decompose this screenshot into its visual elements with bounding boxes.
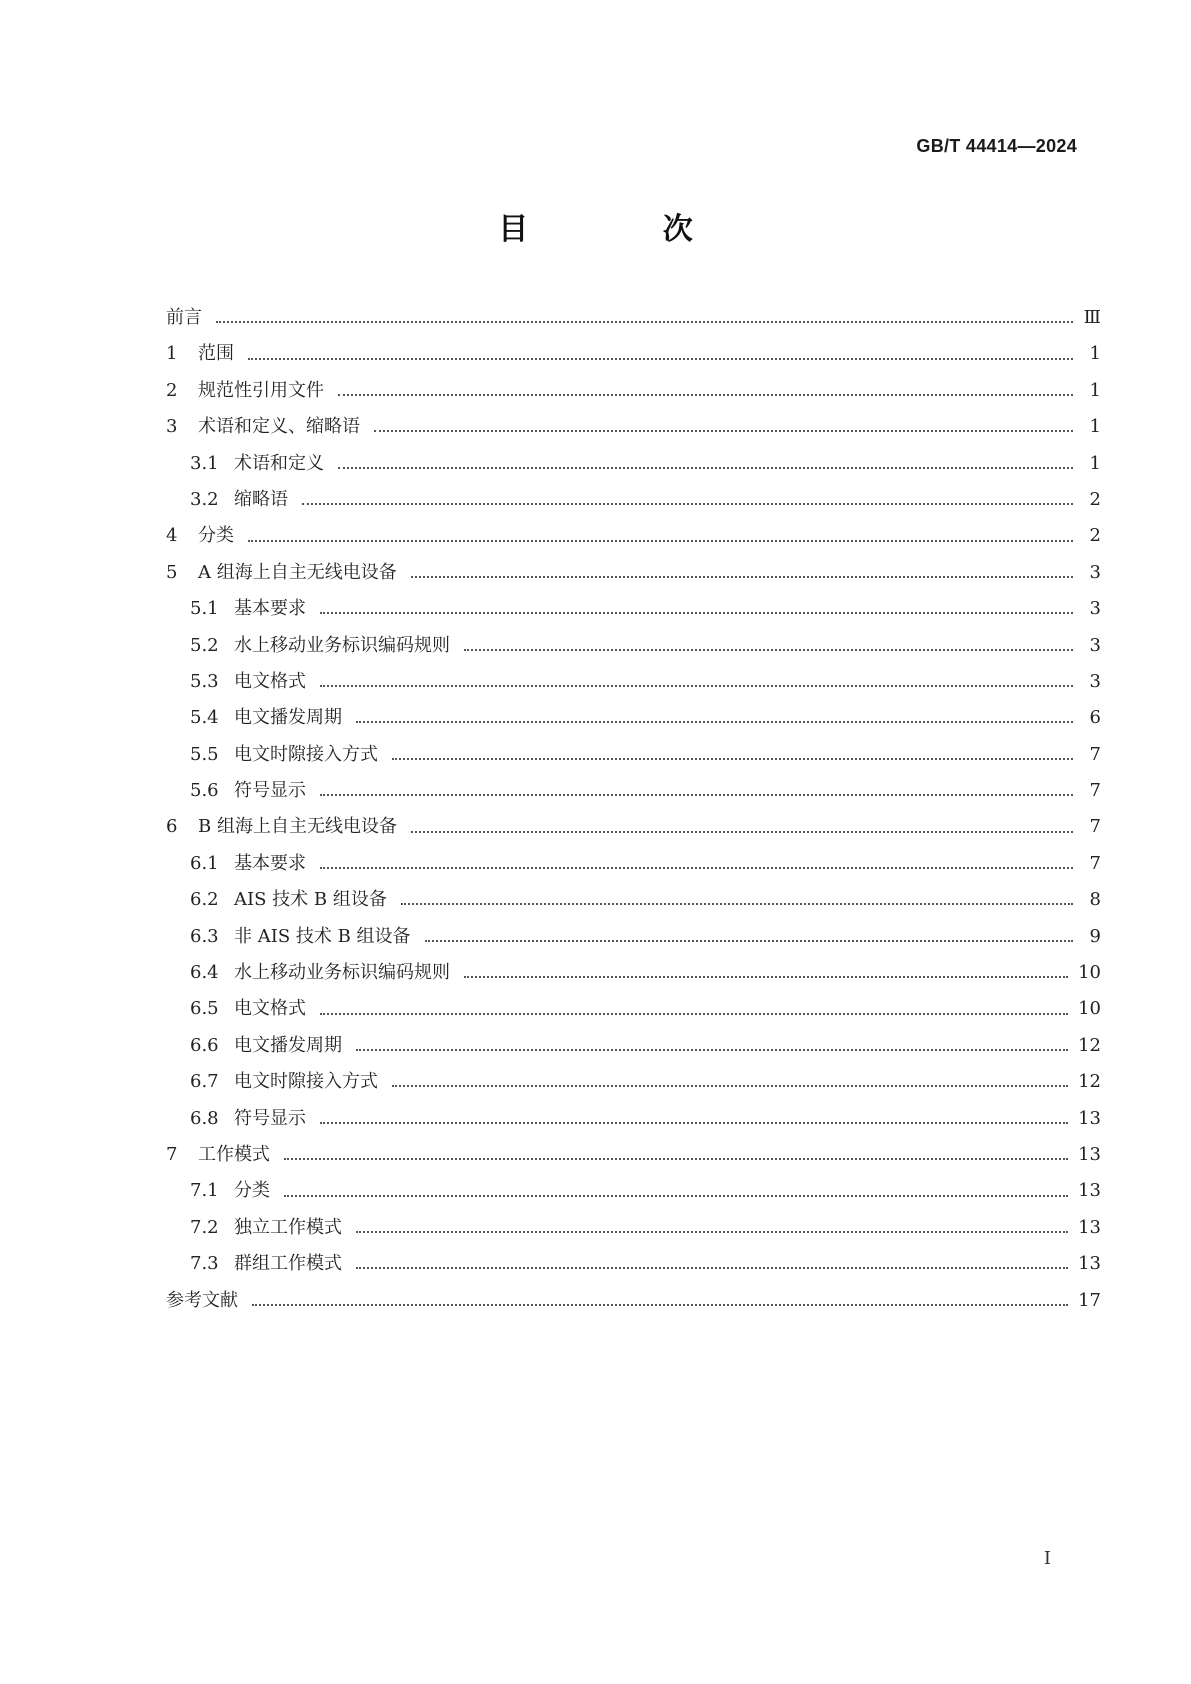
toc-entry-number: 2 — [166, 379, 178, 401]
toc-entry[interactable] — [166, 336, 1101, 372]
toc-entry-page: 3 — [1089, 634, 1101, 656]
toc-entry-title: 电文格式 — [234, 998, 306, 1020]
toc-entry-number: 5.3 — [190, 670, 219, 692]
page-number: Ⅰ — [1043, 1548, 1051, 1569]
table-of-contents — [166, 300, 1101, 1319]
toc-entry-number: 5.5 — [190, 743, 219, 765]
toc-leader-dots — [411, 831, 1073, 833]
toc-entry-page: 10 — [1078, 962, 1101, 984]
toc-leader-dots — [464, 976, 1068, 978]
toc-entry[interactable] — [166, 1137, 1101, 1173]
toc-entry-page: 12 — [1078, 1034, 1101, 1056]
toc-entry[interactable] — [166, 1028, 1101, 1064]
toc-leader-dots — [338, 467, 1073, 469]
toc-entry-page: 6 — [1089, 707, 1101, 729]
toc-entry-title: 基本要求 — [234, 852, 306, 874]
toc-entry-page: 13 — [1078, 1180, 1101, 1202]
toc-entry-page: 8 — [1089, 889, 1101, 911]
toc-entry-number: 6.3 — [190, 925, 219, 947]
toc-entry[interactable] — [166, 1064, 1101, 1100]
toc-entry-title: 电文格式 — [234, 670, 306, 692]
toc-entry-title: 范围 — [198, 343, 234, 365]
toc-entry-number: 6.2 — [190, 889, 219, 911]
toc-entry[interactable] — [166, 1283, 1101, 1319]
toc-leader-dots — [320, 685, 1073, 687]
toc-entry[interactable] — [166, 664, 1101, 700]
toc-entry-title: 水上移动业务标识编码规则 — [234, 634, 450, 656]
toc-entry-number: 4 — [166, 525, 178, 547]
toc-entry-title: 工作模式 — [198, 1143, 270, 1165]
toc-entry-page: 1 — [1089, 416, 1101, 438]
toc-entry-page: 3 — [1089, 598, 1101, 620]
toc-leader-dots — [320, 612, 1073, 614]
toc-entry[interactable] — [166, 882, 1101, 918]
toc-entry-page: 3 — [1089, 670, 1101, 692]
toc-entry[interactable] — [166, 373, 1101, 409]
toc-entry-number: 6.5 — [190, 998, 219, 1020]
toc-leader-dots — [248, 358, 1073, 360]
toc-leader-dots — [284, 1158, 1068, 1160]
toc-entry[interactable] — [166, 1246, 1101, 1282]
toc-entry-title: 电文播发周期 — [234, 707, 342, 729]
toc-entry-number: 7.2 — [190, 1216, 219, 1238]
toc-leader-dots — [374, 430, 1073, 432]
toc-entry-page: 10 — [1078, 998, 1101, 1020]
toc-entry-page: 7 — [1089, 816, 1101, 838]
toc-entry-number: 5.4 — [190, 707, 219, 729]
toc-leader-dots — [338, 394, 1073, 396]
toc-entry-title: 基本要求 — [234, 598, 306, 620]
toc-entry-page: 13 — [1078, 1143, 1101, 1165]
toc-entry-number: 5 — [166, 561, 178, 583]
toc-entry-page: 1 — [1089, 379, 1101, 401]
toc-entry[interactable] — [166, 991, 1101, 1027]
toc-leader-dots — [356, 1231, 1068, 1233]
toc-entry-page: 13 — [1078, 1107, 1101, 1129]
toc-entry-page: 7 — [1089, 743, 1101, 765]
toc-entry-title: 电文时隙接入方式 — [234, 1071, 378, 1093]
toc-leader-dots — [392, 1085, 1068, 1087]
toc-leader-dots — [216, 321, 1073, 323]
toc-leader-dots — [356, 721, 1073, 723]
toc-entry-title: A 组海上自主无线电设备 — [198, 561, 397, 583]
toc-entry-title: 非 AIS 技术 B 组设备 — [234, 925, 411, 947]
toc-entry-page: 9 — [1089, 925, 1101, 947]
toc-leader-dots — [320, 867, 1073, 869]
toc-entry[interactable] — [166, 737, 1101, 773]
toc-entry-title: AIS 技术 B 组设备 — [234, 889, 387, 911]
toc-entry-page: 13 — [1078, 1253, 1101, 1275]
toc-entry-title: 分类 — [234, 1180, 270, 1202]
toc-entry[interactable] — [166, 919, 1101, 955]
toc-entry[interactable] — [166, 300, 1101, 336]
toc-entry-title: 规范性引用文件 — [198, 379, 324, 401]
toc-entry[interactable] — [166, 628, 1101, 664]
toc-entry-number: 6 — [166, 816, 178, 838]
toc-entry-number: 5.1 — [190, 598, 219, 620]
toc-entry-title: 分类 — [198, 525, 234, 547]
toc-entry[interactable] — [166, 446, 1101, 482]
toc-leader-dots — [411, 576, 1073, 578]
toc-entry[interactable] — [166, 809, 1101, 845]
toc-leader-dots — [320, 794, 1073, 796]
toc-leader-dots — [252, 1304, 1068, 1306]
toc-entry-title: 水上移动业务标识编码规则 — [234, 962, 450, 984]
toc-entry[interactable] — [166, 409, 1101, 445]
toc-entry-title: B 组海上自主无线电设备 — [198, 816, 397, 838]
toc-leader-dots — [464, 649, 1073, 651]
toc-entry-page: 17 — [1078, 1289, 1101, 1311]
toc-leader-dots — [392, 758, 1073, 760]
toc-entry-page: 13 — [1078, 1216, 1101, 1238]
toc-entry[interactable] — [166, 555, 1101, 591]
toc-entry-number: 6.1 — [190, 852, 219, 874]
toc-entry-number: 6.8 — [190, 1107, 219, 1129]
toc-entry-number: 5.2 — [190, 634, 219, 656]
toc-leader-dots — [356, 1049, 1068, 1051]
toc-entry[interactable] — [166, 1101, 1101, 1137]
toc-entry-title: 电文时隙接入方式 — [234, 743, 378, 765]
toc-entry-title: 前言 — [166, 307, 202, 328]
toc-entry-number: 3.2 — [190, 488, 219, 510]
toc-entry-title: 独立工作模式 — [234, 1216, 342, 1238]
toc-leader-dots — [320, 1122, 1068, 1124]
toc-entry-number: 5.6 — [190, 780, 219, 802]
toc-entry[interactable] — [166, 518, 1101, 554]
toc-entry[interactable] — [166, 846, 1101, 882]
toc-entry-page: 1 — [1089, 452, 1101, 474]
toc-entry-title: 术语和定义 — [234, 452, 324, 474]
toc-entry-page: Ⅲ — [1083, 307, 1101, 328]
toc-entry-number: 7.3 — [190, 1253, 219, 1275]
toc-entry-page: 1 — [1089, 343, 1101, 365]
toc-entry-number: 7 — [166, 1143, 178, 1165]
toc-entry[interactable] — [166, 482, 1101, 518]
toc-entry-title: 缩略语 — [234, 488, 288, 510]
toc-entry-number: 6.6 — [190, 1034, 219, 1056]
toc-leader-dots — [425, 940, 1073, 942]
toc-entry[interactable] — [166, 955, 1101, 991]
toc-entry[interactable] — [166, 1173, 1101, 1209]
toc-entry-page: 3 — [1089, 561, 1101, 583]
toc-leader-dots — [248, 540, 1073, 542]
toc-entry-number: 6.4 — [190, 962, 219, 984]
toc-leader-dots — [356, 1267, 1068, 1269]
toc-entry-page: 2 — [1089, 525, 1101, 547]
toc-entry-title: 参考文献 — [166, 1289, 238, 1311]
toc-entry-page: 7 — [1089, 780, 1101, 802]
toc-entry-title: 符号显示 — [234, 780, 306, 802]
toc-entry-page: 7 — [1089, 852, 1101, 874]
toc-leader-dots — [302, 503, 1073, 505]
toc-leader-dots — [320, 1013, 1068, 1015]
toc-entry-page: 12 — [1078, 1071, 1101, 1093]
toc-entry-title: 术语和定义、缩略语 — [198, 416, 360, 438]
toc-entry[interactable] — [166, 773, 1101, 809]
toc-entry-title: 符号显示 — [234, 1107, 306, 1129]
toc-entry-number: 7.1 — [190, 1180, 219, 1202]
toc-leader-dots — [401, 903, 1073, 905]
toc-entry[interactable] — [166, 591, 1101, 627]
toc-title: 目 次 — [498, 212, 755, 247]
toc-entry[interactable] — [166, 1210, 1101, 1246]
toc-leader-dots — [284, 1195, 1068, 1197]
toc-entry-title: 群组工作模式 — [234, 1253, 342, 1275]
toc-entry-page: 2 — [1089, 488, 1101, 510]
toc-entry-title: 电文播发周期 — [234, 1034, 342, 1056]
toc-entry-number: 6.7 — [190, 1071, 219, 1093]
toc-entry[interactable] — [166, 700, 1101, 736]
toc-entry-number: 3 — [166, 416, 178, 438]
standard-code: GB/T 44414—2024 — [916, 136, 1077, 156]
toc-entry-number: 1 — [166, 343, 178, 365]
toc-entry-number: 3.1 — [190, 452, 219, 474]
